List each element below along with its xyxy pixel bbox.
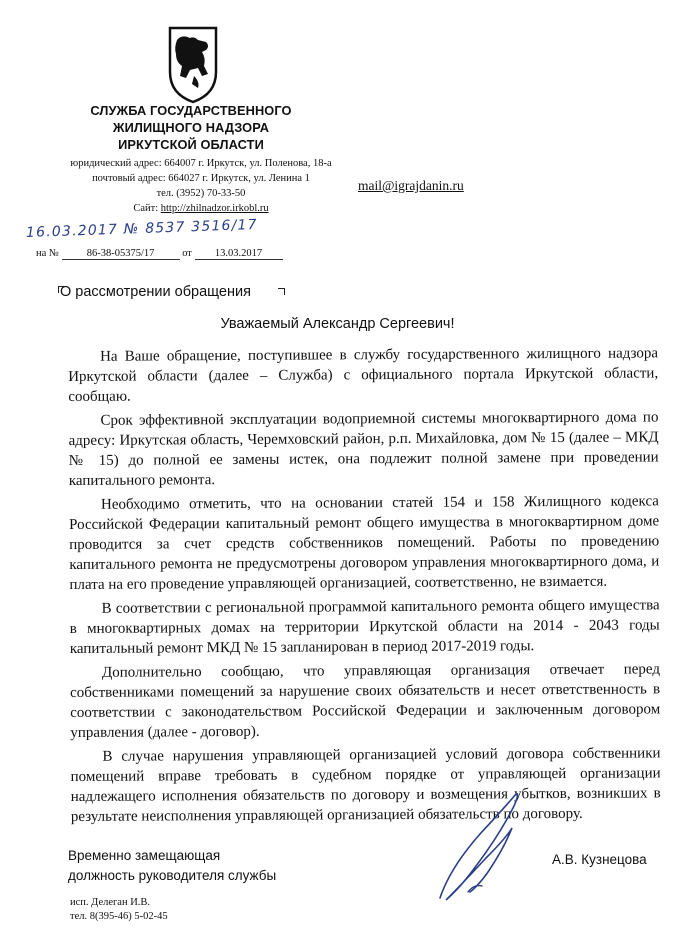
letter-body <box>68 343 661 831</box>
paragraph: В случае нарушения управляющей организацией условий договора собственники помещений вправе требовать в судебном порядке от управляющей организации надлежащего исполнения обязательств по договору и возмещения убытков, возникших в результате неисполнения управляющей организацией обязательств по договору. <box>70 745 661 825</box>
ref-label: на № <box>36 248 59 259</box>
handwritten-date: 16.03.2017 <box>25 221 119 241</box>
executor-name: исп. Делеган И.В. <box>70 897 151 908</box>
position-line-2: должность руководителя службы <box>68 868 277 883</box>
paragraph: Дополнительно сообщаю, что управляющая организация отвечает перед собственниками помещений за нарушение своих обязательств и несет ответственность в соответствии с законодательством Российской Федерации и заключенным договором управления (далее - договор). <box>70 661 661 741</box>
org-line-1: СЛУЖБА ГОСУДАРСТВЕННОГО <box>90 103 292 118</box>
greeting: Уважаемый Александр Сергеевич! <box>220 316 455 332</box>
organization-name <box>64 102 318 153</box>
coat-of-arms-icon <box>150 22 236 104</box>
ref-date-label: от <box>182 248 192 259</box>
phone: тел. (3952) 70-33-50 <box>156 188 246 199</box>
executor-phone: тел. 8(395-46) 5-02-45 <box>70 911 168 922</box>
paragraph: Необходимо отметить, что на основании статей 154 и 158 Жилищного кодекса Российской Федерации капитальный ремонт общего имущества в многоквартирном доме проводится за счет средств собственников помещений. Работы по проведению капитального ремонта не предусмотрены договором управления многоквартирного дома, и плата на его проведение управляющей организацией, соответственно, не взимается. <box>69 493 660 593</box>
executor-info <box>70 896 168 924</box>
paragraph: На Ваше обращение, поступившее в службу государственного жилищного надзора Иркутской области (далее – Служба) с официального портала Иркутской области, сообщаю. <box>68 345 659 405</box>
site-label: Сайт: <box>133 203 159 214</box>
postal-address: почтовый адрес: 664027 г. Иркутск, ул. Ленина 1 <box>92 173 310 184</box>
signatory-name: А.В. Кузнецова <box>552 852 647 867</box>
reference-line <box>36 248 336 260</box>
handwritten-no-label: № <box>123 221 140 238</box>
legal-address: юридический адрес: 664007 г. Иркутск, ул. Поленова, 18-а <box>70 158 332 169</box>
recipient-email[interactable]: mail@igrajdanin.ru <box>358 178 464 193</box>
handwritten-signature <box>410 788 540 908</box>
org-line-3: ИРКУТСКОЙ ОБЛАСТИ <box>118 137 264 152</box>
position-line-1: Временно замещающая <box>68 848 221 863</box>
site-link[interactable]: http://zhilnadzor.irkobl.ru <box>160 203 269 214</box>
paragraph: В соответствии с региональной программой капитального ремонта общего имущества в многоквартирных домах на территории Иркутской области на 2014 - 2043 годы капитальный ремонт МКД № 15 запланирован в период 2017-2019 годы. <box>69 597 660 657</box>
handwritten-registration <box>26 217 258 241</box>
subject: О рассмотрении обращения <box>60 284 251 300</box>
handwritten-number: 8537 3516/17 <box>144 216 259 237</box>
org-line-2: ЖИЛИЩНОГО НАДЗОРА <box>112 120 270 135</box>
ref-number: 86-38-05375/17 <box>62 248 180 260</box>
ref-date: 13.03.2017 <box>195 248 283 260</box>
website <box>36 202 366 215</box>
subject-bracket-right <box>278 288 285 295</box>
paragraph: Срок эффективной эксплуатации водоприемной системы многоквартирного дома по адресу: Иркутская область, Черемховский район, р.п. Михайловка, дом № 15 (далее – МКД № 15) до полной ее замены истек, она подлежит полной замене при проведении капитального ремонта. <box>68 409 659 489</box>
signatory-position <box>68 846 276 886</box>
